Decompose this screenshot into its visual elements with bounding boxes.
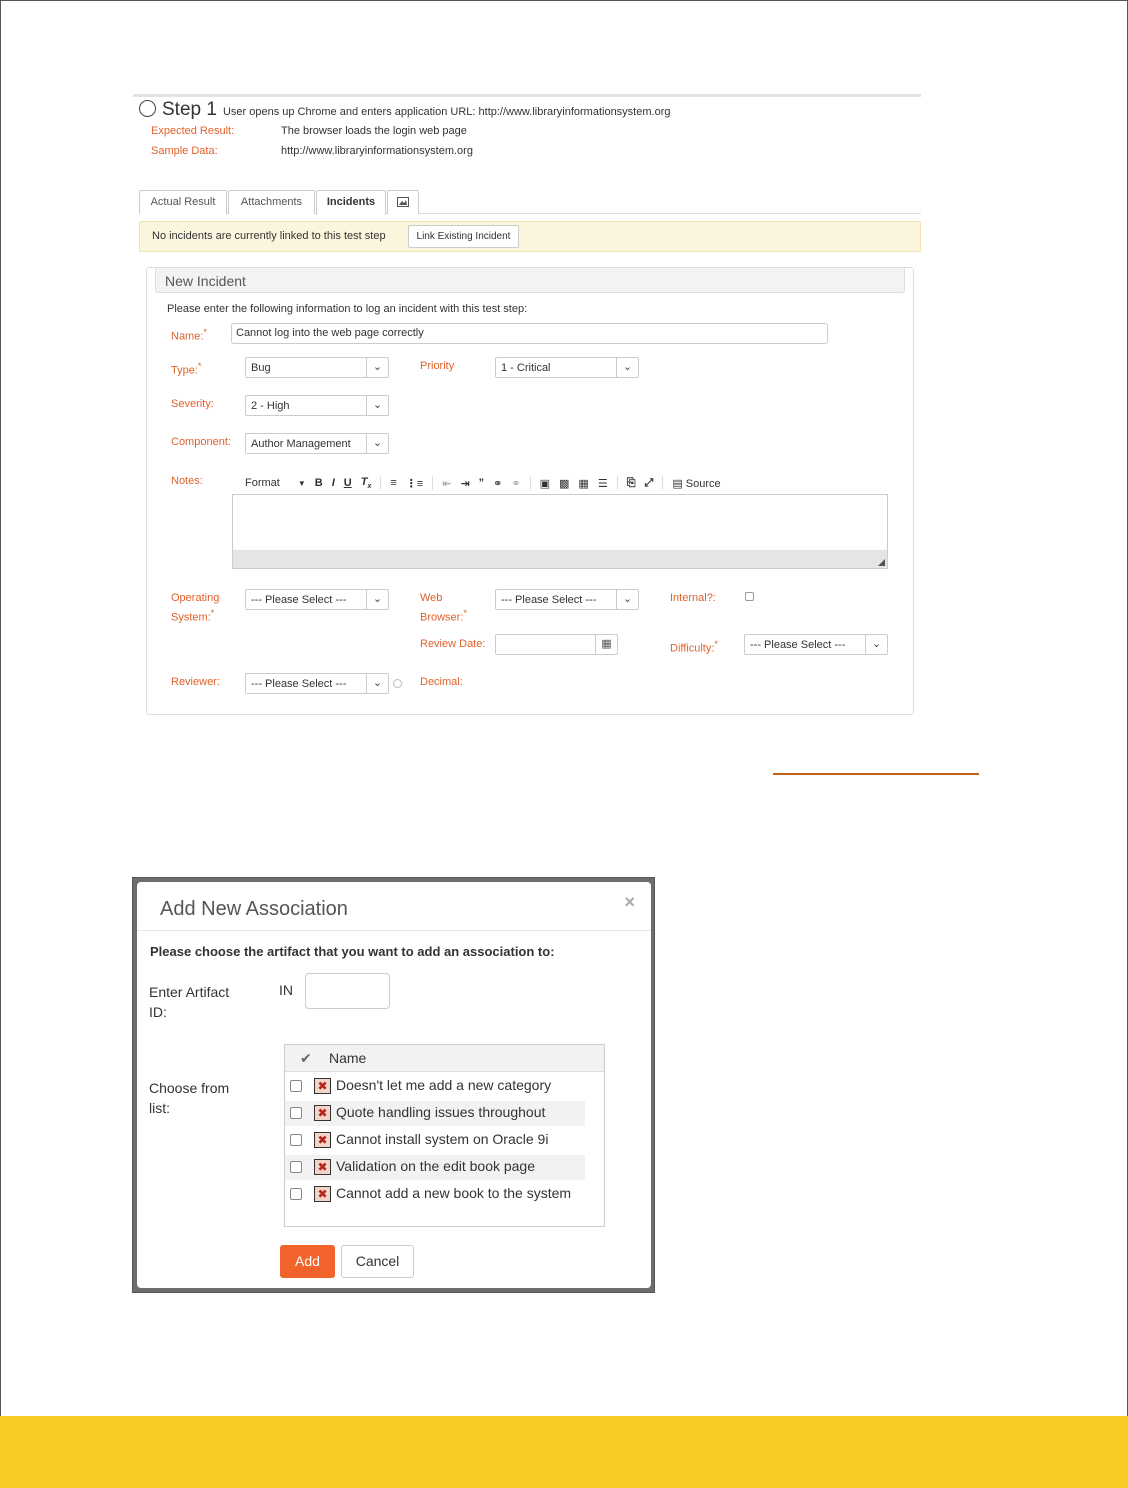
item-label: Doesn't let me add a new category [336,1077,552,1093]
close-icon[interactable]: × [624,892,635,912]
reviewer-radio-icon[interactable] [393,679,402,688]
item-label: Validation on the edit book page [336,1158,536,1174]
cancel-button[interactable]: Cancel [341,1245,414,1278]
incident-icon: ✖ [314,1105,331,1121]
item-checkbox[interactable] [290,1134,302,1146]
expected-result-label: Expected Result: [151,125,235,137]
step-title: Step 1 [162,99,217,120]
item-checkbox[interactable] [290,1080,302,1092]
tab-incidents[interactable]: Incidents [316,190,386,215]
item-checkbox[interactable] [290,1188,302,1200]
name-column-header: Name [329,1050,367,1066]
list-item[interactable] [285,1155,585,1180]
sample-data-label: Sample Data: [151,145,218,157]
chevron-down-icon: ⌄ [366,434,388,453]
severity-select[interactable]: 2 - High ⌄ [245,395,389,416]
operating-system-select[interactable]: --- Please Select --- ⌄ [245,589,389,610]
format-dropdown[interactable]: Format [245,477,280,489]
web-browser-label: Web Browser:* [420,592,467,624]
toolbar-separator [380,476,381,490]
artifact-prefix: IN [279,982,293,998]
chevron-down-icon: ⌄ [616,590,638,609]
modal-title: Add New Association [160,898,348,920]
operating-system-label: Operating System:* [171,592,220,624]
resize-grip-icon[interactable] [878,559,885,566]
flash-icon[interactable]: ▩ [559,477,570,490]
underline-icon[interactable]: U [343,477,352,489]
type-select[interactable]: Bug ⌄ [245,357,389,378]
sample-data-value: http://www.libraryinformationsystem.org [281,145,473,157]
add-association-dialog [137,882,651,1288]
image-icon [397,197,409,207]
item-checkbox[interactable] [290,1107,302,1119]
chevron-down-icon: ⌄ [616,358,638,377]
test-step-panel [133,94,923,724]
step-header [139,98,670,121]
tab-actual-result[interactable]: Actual Result [139,190,227,214]
incident-icon: ✖ [314,1078,331,1094]
web-browser-select[interactable]: --- Please Select --- ⌄ [495,589,639,610]
list-header [285,1045,604,1072]
step-tabs [139,190,921,214]
new-incident-panel [146,267,914,715]
bold-icon[interactable]: B [314,477,323,489]
difficulty-select[interactable]: --- Please Select --- ⌄ [744,634,888,655]
incident-icon: ✖ [314,1132,331,1148]
maximize-icon[interactable]: ⤢ [644,476,654,489]
difficulty-label: Difficulty:* [670,639,718,655]
name-label: Name:* [171,327,207,343]
component-label: Component: [171,436,231,448]
incident-notice [139,221,921,252]
indent-icon[interactable]: ⇥ [460,477,470,490]
link-icon[interactable]: ⚭ [493,477,503,490]
severity-label: Severity: [171,398,214,410]
horizontal-rule-icon[interactable]: ☰ [597,477,608,490]
priority-select[interactable]: 1 - Critical ⌄ [495,357,639,378]
modal-intro: Please choose the artifact that you want to add an association to: [150,944,555,959]
modal-divider [137,930,651,931]
remove-format-icon[interactable]: $T_x$ [360,475,372,491]
component-select[interactable]: Author Management ⌄ [245,433,389,454]
decimal-label: Decimal: [420,676,463,688]
editor-statusbar [233,550,887,568]
paste-icon[interactable]: ⎘ [626,476,636,489]
modal-backdrop [132,877,655,1293]
list-item[interactable] [285,1074,585,1099]
internal-label: Internal?: [670,592,716,604]
list-item[interactable] [285,1101,585,1126]
chevron-down-icon: ⌄ [366,590,388,609]
list-item[interactable] [285,1128,585,1153]
step-description: User opens up Chrome and enters application URL: http://www.libraryinformationsystem.org [222,106,671,118]
type-label: Type:* [171,361,202,377]
source-button[interactable]: ▤ Source [672,477,721,490]
unlink-icon[interactable]: ⚭ [511,477,521,490]
tab-attachments[interactable]: Attachments [228,190,315,214]
chevron-down-icon: ⌄ [865,635,887,654]
priority-label: Priority [420,360,455,372]
incident-icon: ✖ [314,1159,331,1175]
item-label: Cannot add a new book to the system [336,1185,572,1201]
table-icon[interactable]: ▦ [578,477,589,490]
checkmark-icon[interactable]: ✔ [300,1050,312,1066]
blockquote-icon[interactable]: ” [478,477,485,489]
rich-text-toolbar [245,475,730,491]
step-divider [133,94,921,97]
outdent-icon[interactable]: ⇤ [442,477,452,490]
item-checkbox[interactable] [290,1161,302,1173]
list-item[interactable] [285,1182,585,1207]
toolbar-separator [662,476,663,490]
orange-rule [773,773,979,775]
link-existing-incident-button[interactable]: Link Existing Incident [408,225,519,248]
calendar-icon[interactable]: ▦ [595,635,617,654]
expected-result-value: The browser loads the login web page [281,125,467,137]
format-caret-icon[interactable]: ▼ [297,478,306,488]
incident-icon: ✖ [314,1186,331,1202]
notes-editor[interactable] [232,494,888,569]
name-input[interactable]: Cannot log into the web page correctly [231,323,828,344]
image-icon[interactable]: ▣ [539,477,550,490]
italic-icon[interactable]: I [331,477,335,489]
step-radio-icon[interactable] [139,100,156,117]
chevron-down-icon: ⌄ [366,396,388,415]
new-incident-header: New Incident [155,267,905,293]
chevron-down-icon: ⌄ [366,358,388,377]
review-date-label: Review Date: [420,638,486,650]
numbered-list-icon[interactable]: ≡ [390,477,397,489]
reviewer-select[interactable]: --- Please Select --- ⌄ [245,673,389,694]
item-label: Quote handling issues throughout [336,1104,546,1120]
toolbar-separator [432,476,433,490]
incident-intro: Please enter the following information to log an incident with this test step: [167,303,528,315]
choose-from-list-label: Choose from list: [149,1080,230,1116]
review-date-input[interactable] [495,634,618,655]
reviewer-label: Reviewer: [171,676,220,688]
internal-checkbox[interactable] [745,592,754,601]
notes-label: Notes: [171,475,203,487]
artifact-list [284,1044,605,1227]
artifact-id-label: Enter Artifact ID: [149,984,230,1020]
tab-screenshot[interactable] [387,190,419,214]
add-button[interactable]: Add [280,1245,335,1278]
item-label: Cannot install system on Oracle 9i [336,1131,549,1147]
chevron-down-icon: ⌄ [366,674,388,693]
footer-band [0,1416,1128,1488]
bulleted-list-icon[interactable]: ⋮≡ [405,477,424,490]
toolbar-separator [617,476,618,490]
toolbar-separator [530,476,531,490]
notice-text: No incidents are currently linked to this test step [152,230,386,242]
artifact-id-input[interactable] [305,973,390,1009]
